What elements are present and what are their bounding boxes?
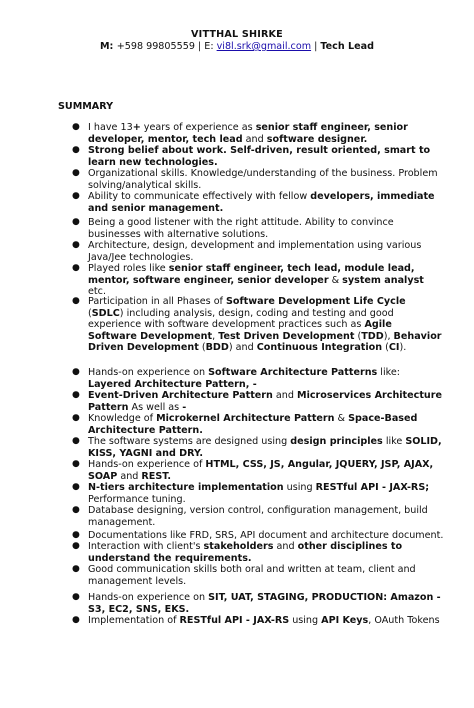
bullet-text: , OAuth Tokens: [368, 615, 440, 626]
bullet-icon: ●: [72, 564, 80, 574]
summary-bullet: [72, 240, 444, 263]
bullet-text: and: [273, 541, 298, 552]
bullet-icon: ●: [72, 482, 80, 492]
bullet-text: Database designing, version control, configuration management, build management.: [88, 505, 428, 528]
bullet-text-bold: RESTful API - JAX-RS: [179, 615, 290, 626]
bullet-text: ) and: [228, 342, 257, 354]
summary-bullet: [72, 564, 444, 587]
bullet-text-bold: Layered Architecture Pattern, -: [88, 378, 257, 390]
bullet-text-bold: Microservices Architecture Pattern: [88, 390, 442, 413]
bullet-text-bold: SIT, UAT, STAGING, PRODUCTION: Amazon - S3, EC2, SNS, EKS.: [88, 592, 441, 615]
bullet-icon: ●: [72, 145, 80, 155]
bullet-text-bold: Software Architecture Patterns: [208, 367, 378, 378]
bullet-text: Ability to communicate effectively with fellow: [88, 191, 311, 202]
email-link[interactable]: vi8l.srk@gmail.com: [216, 41, 312, 52]
summary-bullet: [72, 615, 444, 627]
bullet-text: Performance tuning.: [88, 493, 186, 505]
summary-bullet: [72, 191, 444, 214]
summary-bullet: [72, 390, 444, 413]
bullet-text: Good communication skills both oral and written at team, client and management levels.: [88, 564, 416, 587]
summary-bullet: [72, 482, 444, 505]
summary-bullet: [72, 541, 444, 564]
summary-bullet: [72, 530, 444, 542]
bullet-text: &: [334, 413, 349, 424]
summary-bullet: [72, 145, 444, 168]
summary-bullet: [72, 367, 444, 390]
bullet-text: (: [354, 330, 362, 342]
bullet-text: ) including analysis, design, coding and testing and good experience with software development practices such as: [88, 307, 394, 331]
bullet-text-bold: -: [182, 401, 187, 413]
bullet-text: Played roles like: [88, 263, 169, 274]
summary-bullet: [72, 413, 444, 436]
bullet-icon: ●: [72, 191, 80, 201]
bullet-text: Participation in all Phases of: [88, 296, 226, 307]
bullet-text: using: [289, 615, 322, 626]
bullet-text-bold: Microkernel Architecture Pattern: [156, 413, 335, 424]
bullet-text-bold: RESTful API - JAX-RS;: [315, 482, 430, 493]
summary-bullet: [72, 436, 444, 459]
bullet-text: (: [382, 342, 389, 354]
bullet-text: Hands-on experience on: [88, 592, 209, 603]
bullet-text: and: [242, 133, 267, 145]
bullet-text: Hands-on experience on: [88, 367, 209, 378]
bullet-text-bold: BDD: [205, 342, 229, 354]
bullet-icon: ●: [72, 541, 80, 551]
bullet-icon: ●: [72, 168, 80, 178]
contact-text: |: [311, 41, 321, 52]
bullet-text-bold: software designer.: [266, 133, 368, 145]
bullet-text: like:: [377, 367, 400, 378]
bullet-text-bold: CI: [388, 342, 400, 354]
bullet-text: Interaction with client's: [88, 541, 204, 552]
bullet-icon: ●: [72, 530, 80, 540]
bullet-text: &: [328, 274, 343, 286]
bullet-icon: ●: [72, 413, 80, 423]
contact-line: [0, 41, 474, 53]
bullet-icon: ●: [72, 296, 80, 306]
summary-bullet: [72, 217, 444, 240]
bullet-text: (: [88, 307, 92, 319]
bullet-icon: ●: [72, 263, 80, 273]
bullet-icon: ●: [72, 367, 80, 377]
contact-label: Tech Lead: [320, 41, 375, 52]
summary-bullet: [72, 592, 444, 615]
bullet-text: I have 13: [88, 122, 133, 133]
bullet-text: The software systems are designed using: [88, 436, 291, 447]
bullet-text-bold: other disciplines to understand the requirements.: [88, 541, 403, 564]
bullet-text-bold: REST.: [141, 470, 172, 482]
bullet-text-bold: developers, immediate and senior management.: [88, 191, 435, 214]
bullet-icon: ●: [72, 240, 80, 250]
summary-heading: SUMMARY: [58, 101, 114, 112]
bullet-text: and: [117, 470, 142, 482]
bullet-text-bold: Agile Software Development: [88, 319, 392, 342]
bullet-icon: ●: [72, 390, 80, 400]
bullet-text-bold: Software Development Life Cycle: [226, 296, 406, 307]
bullet-text-bold: Strong belief about work. Self-driven, result oriented, smart to learn new technologies.: [88, 145, 431, 168]
bullet-text-bold: SOLID, KISS, YAGNI and DRY.: [88, 436, 442, 459]
summary-bullet: [72, 168, 444, 191]
bullet-icon: ●: [72, 217, 80, 227]
bullet-text: years of experience as: [140, 122, 256, 133]
bullet-text: Documentations like FRD, SRS, API document and architecture document.: [88, 530, 444, 541]
bullet-text-bold: design principles: [290, 436, 383, 447]
bullet-text-bold: Space-Based Architecture Pattern.: [88, 413, 418, 436]
bullet-text-bold: Event-Driven Architecture Pattern: [88, 390, 273, 401]
candidate-name: VITTHAL SHIRKE: [191, 29, 283, 40]
bullet-text-bold: senior staff engineer, senior developer, mentor, tech lead: [88, 122, 408, 145]
bullet-text: Implementation of: [88, 615, 180, 626]
bullet-icon: ●: [72, 615, 80, 625]
bullet-text: Knowledge of: [88, 413, 157, 424]
bullet-icon: ●: [72, 122, 80, 132]
bullet-text: ,: [212, 330, 219, 342]
bullet-text: Organizational skills. Knowledge/understanding of the business. Problem solving/analytical skills.: [88, 168, 438, 191]
summary-bullet: [72, 505, 444, 528]
bullet-text: (: [198, 342, 206, 354]
bullet-text: ),: [383, 330, 394, 342]
bullet-text-bold: N-tiers architecture implementation: [88, 482, 284, 493]
bullet-text: and: [272, 390, 298, 401]
bullet-text: using: [283, 482, 316, 493]
bullet-text-bold: API Keys: [321, 615, 369, 626]
bullet-text-bold: Behavior Driven Development: [88, 330, 442, 354]
summary-bullet: [72, 459, 444, 482]
contact-text: +598 99805559 | E:: [116, 41, 217, 52]
summary-bullet: [72, 296, 444, 354]
bullet-icon: ●: [72, 505, 80, 515]
bullet-text: Architecture, design, development and implementation using various Java/Jee technologies.: [88, 240, 422, 263]
bullet-text-bold: TDD: [361, 330, 384, 342]
summary-bullet: [72, 263, 444, 298]
summary-bullet: [72, 122, 444, 145]
bullet-text: Hands-on experience of: [88, 459, 206, 470]
bullet-text-bold: Test Driven Development: [218, 330, 355, 342]
bullet-text: like: [382, 436, 406, 447]
bullet-text-bold: system analyst: [342, 274, 424, 286]
bullet-text: Being a good listener with the right attitude. Ability to convince businesses with alternative solutions.: [88, 217, 394, 240]
bullet-text-bold: +: [132, 122, 141, 133]
bullet-text: etc.: [88, 286, 106, 298]
bullet-text-bold: SDLC: [91, 307, 120, 319]
bullet-text-bold: stakeholders: [203, 541, 274, 552]
bullet-icon: ●: [72, 459, 80, 469]
bullet-icon: ●: [72, 592, 80, 602]
bullet-text: As well as: [128, 401, 183, 413]
bullet-icon: ●: [72, 436, 80, 446]
bullet-text-bold: senior staff engineer, tech lead, module lead, mentor, software engineer, senior developer: [88, 263, 415, 286]
contact-label: M:: [99, 41, 117, 52]
bullet-text: ).: [399, 342, 407, 354]
bullet-text-bold: HTML, CSS, JS, Angular, JQUERY, JSP, AJAX, SOAP: [88, 459, 434, 482]
bullet-text-bold: Continuous Integration: [256, 342, 383, 354]
